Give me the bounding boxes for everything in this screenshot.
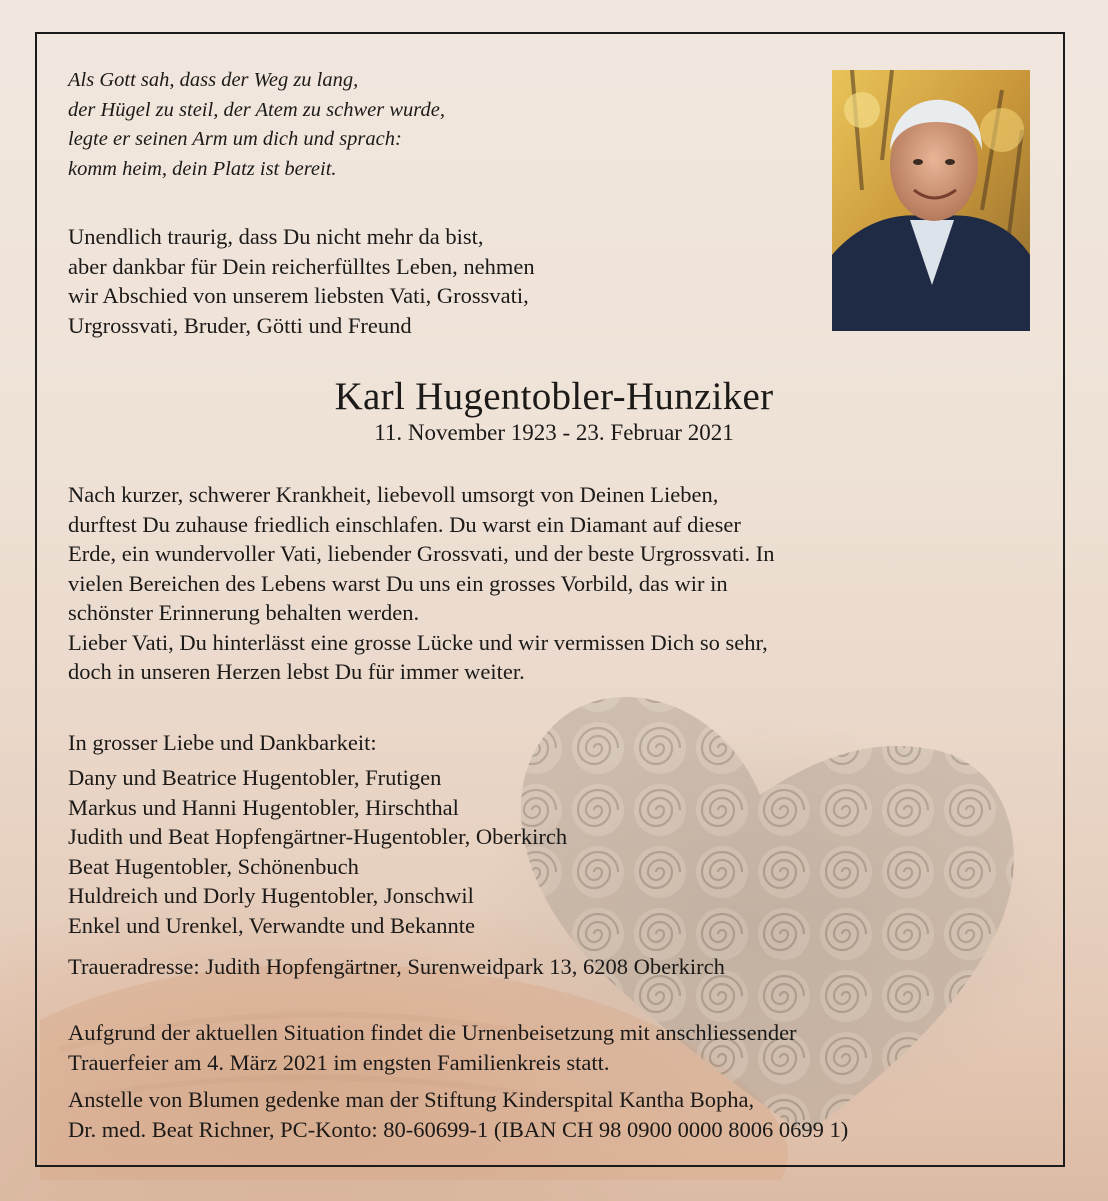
- mourning-address: Traueradresse: Judith Hopfengärtner, Surenweidpark 13, 6208 Oberkirch: [68, 954, 725, 979]
- intro-line: Urgrossvati, Bruder, Götti und Freund: [68, 312, 412, 338]
- tribute-line: schönster Erinnerung behalten werden.: [68, 600, 420, 625]
- tribute-line: durftest Du zuhause friedlich einschlafen. Du warst ein Diamant auf dieser: [68, 511, 741, 537]
- tribute-line: Nach kurzer, schwerer Krankheit, liebevoll umsorgt von Deinen Lieben,: [68, 482, 719, 507]
- signoff-line: In grosser Liebe und Dankbarkeit:: [68, 730, 377, 755]
- family-member: Enkel und Urenkel, Verwandte und Bekannte: [68, 912, 475, 938]
- memorial-poem: [68, 66, 445, 184]
- tribute-paragraph: [68, 480, 775, 687]
- poem-line: komm heim, dein Platz ist bereit.: [68, 157, 337, 180]
- poem-line: legte er seinen Arm um dich und sprach:: [68, 128, 402, 150]
- tribute-line: Lieber Vati, Du hinterlässt eine grosse Lücke und wir vermissen Dich so sehr,: [68, 629, 768, 655]
- family-member: Judith und Beat Hopfengärtner-Hugentobler, Oberkirch: [68, 824, 568, 849]
- intro-line: Unendlich traurig, dass Du nicht mehr da bist,: [68, 224, 484, 249]
- funeral-notice: [68, 1018, 797, 1077]
- intro-line: aber dankbar für Dein reicherfülltes Leben, nehmen: [68, 253, 535, 279]
- family-member: Beat Hugentobler, Schönenbuch: [68, 853, 359, 879]
- donation-note: [68, 1085, 848, 1144]
- notice-line: Aufgrund der aktuellen Situation findet die Urnenbeisetzung mit anschliessender: [68, 1020, 797, 1045]
- family-member: Markus und Hanni Hugentobler, Hirschthal: [68, 794, 459, 820]
- family-member: Dany und Beatrice Hugentobler, Frutigen: [68, 765, 442, 790]
- family-member: Huldreich und Dorly Hugentobler, Jonschwil: [68, 883, 474, 908]
- notice-line: Trauerfeier am 4. März 2021 im engsten Familienkreis statt.: [68, 1049, 610, 1075]
- family-list: [68, 763, 567, 940]
- intro-paragraph: [68, 222, 535, 340]
- donation-line: Dr. med. Beat Richner, PC-Konto: 80-60699-1 (IBAN CH 98 0900 0000 8006 0699 1): [68, 1116, 849, 1142]
- deceased-name: Karl Hugentobler-Hunziker: [334, 375, 774, 418]
- tribute-line: Erde, ein wundervoller Vati, liebender Grossvati, und der beste Urgrossvati. In: [68, 541, 775, 566]
- tribute-line: vielen Bereichen des Lebens warst Du uns ein grosses Vorbild, das wir in: [68, 570, 728, 596]
- donation-line: Anstelle von Blumen gedenke man der Stiftung Kinderspital Kantha Bopha,: [68, 1087, 755, 1112]
- portrait-photo: [832, 70, 1030, 331]
- poem-line: Als Gott sah, dass der Weg zu lang,: [68, 69, 359, 91]
- intro-line: wir Abschied von unserem liebsten Vati, Grossvati,: [68, 283, 529, 308]
- life-dates: 11. November 1923 - 23. Februar 2021: [374, 420, 734, 445]
- tribute-line: doch in unseren Herzen lebst Du für immer weiter.: [68, 659, 525, 684]
- poem-line: der Hügel zu steil, der Atem zu schwer wurde,: [68, 98, 445, 121]
